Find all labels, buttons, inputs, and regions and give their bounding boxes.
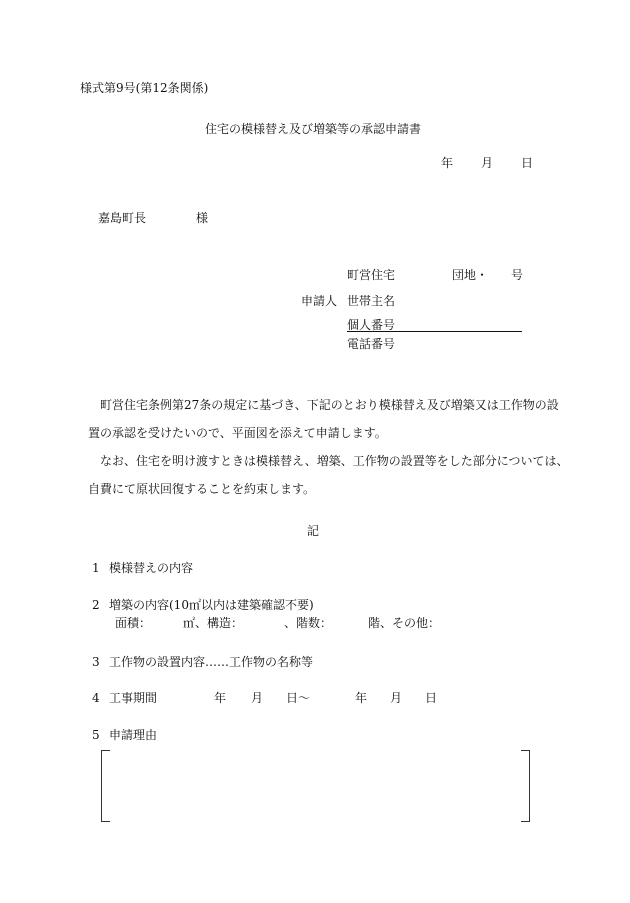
item3-number: 3: [92, 655, 100, 669]
item4-from-year: 年: [214, 691, 227, 705]
item1-label: 模様替えの内容: [109, 561, 194, 575]
addressee-name: 嘉島町長: [98, 211, 147, 225]
item4-to-day: 日: [425, 691, 438, 705]
body-para1-line1: 町営住宅条例第27条の規定に基づき、下記のとおり模様替え及び増築又は工作物の設: [100, 398, 559, 412]
item2-label: 増築の内容(10㎡以内は建築確認不要): [109, 598, 314, 612]
item5-number: 5: [92, 728, 100, 742]
item2-floors-unit: 階、その他：: [368, 616, 441, 630]
phone-label: 電話番号: [347, 337, 396, 351]
body-para1-line2: 置の承認を受けたいので、平面図を添えて申請します。: [88, 426, 387, 440]
body-para2-line2: 自費にて原状回復することを約束します。: [88, 482, 316, 496]
item4-to-year: 年: [355, 691, 368, 705]
item1-number: 1: [92, 561, 100, 575]
item2-area-unit: ㎡、構造：: [183, 616, 244, 630]
item3-label: 工作物の設置内容……工作物の名称等: [109, 655, 314, 669]
item2-floors-label: 、階数：: [284, 616, 333, 630]
danchi-label: 団地・: [452, 268, 489, 282]
room-number-label: 号: [511, 268, 524, 282]
date-line: [441, 155, 533, 171]
applicant-label: 申請人: [301, 294, 338, 308]
item4-to-month: 月: [390, 691, 403, 705]
reason-bracket-right: [521, 750, 530, 822]
reason-bracket-left: [101, 750, 110, 822]
addressee-honorific: 様: [196, 211, 209, 225]
personal-number-label: 個人番号: [347, 318, 396, 332]
date-month-label: 月: [481, 156, 494, 170]
housing-label: 町営住宅: [347, 268, 396, 282]
form-label: 様式第9号(第12条関係): [80, 81, 209, 95]
item4-label: 工事期間: [109, 691, 158, 705]
ki-heading: 記: [307, 524, 320, 538]
item2-number: 2: [92, 598, 100, 612]
reason-entry-area[interactable]: [112, 752, 518, 818]
personal-number-underline: [347, 331, 522, 332]
household-head-label: 世帯主名: [347, 294, 396, 308]
item2-area-label: 面積：: [115, 616, 152, 630]
item5-label: 申請理由: [109, 728, 158, 742]
item4-from-month: 月: [251, 691, 264, 705]
item4-number: 4: [92, 691, 100, 705]
item4-from-day: 日～: [286, 691, 311, 705]
date-day-label: 日: [521, 156, 534, 170]
date-year-label: 年: [441, 156, 454, 170]
document-title: 住宅の模様替え及び増築等の承認申請書: [205, 122, 422, 136]
body-para2-line1: なお、住宅を明け渡すときは模様替え、増築、工作物の設置等をした部分については、: [100, 454, 569, 468]
